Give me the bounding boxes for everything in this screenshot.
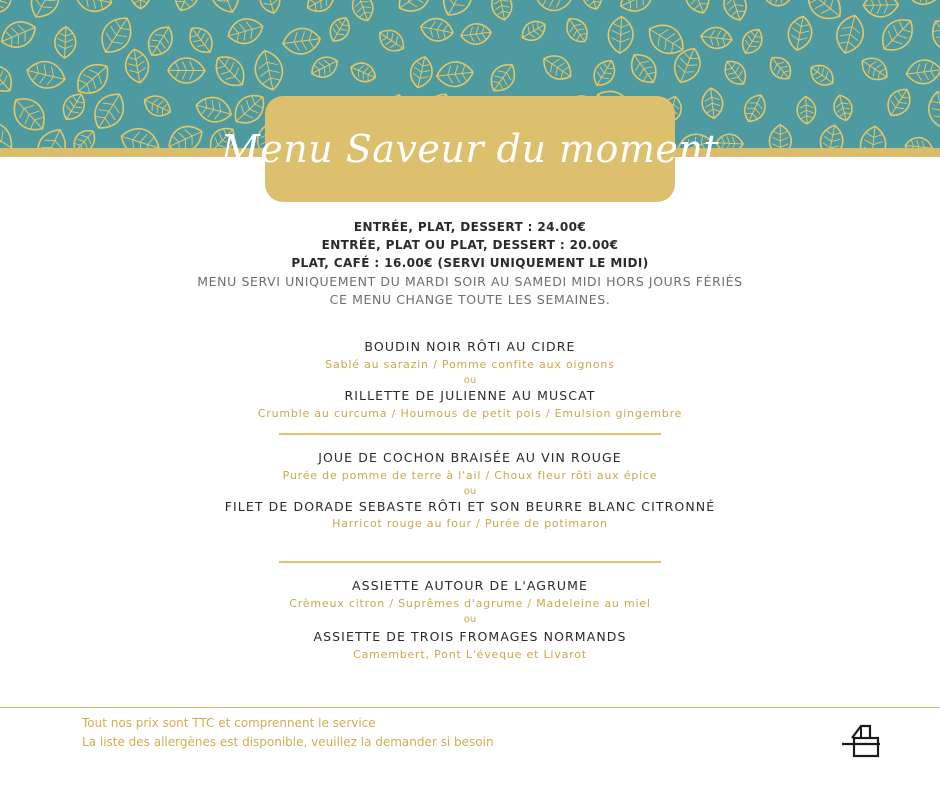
or-label: ou (463, 486, 477, 497)
or-label: ou (463, 614, 477, 625)
note-line: MENU SERVI UNIQUEMENT DU MARDI SOIR AU SAMEDI MIDI HORS JOURS FÉRIÉS (197, 274, 743, 289)
price-list (0, 218, 940, 272)
dish-description: Sablé au sarazin / Pomme confite aux oignons (325, 358, 615, 371)
price-line: PLAT, CAFÉ : 16.00€ (SERVI UNIQUEMENT LE MIDI) (291, 256, 649, 270)
dish-name: JOUE DE COCHON BRAISÉE AU VIN ROUGE (318, 450, 622, 465)
price-line: ENTRÉE, PLAT OU PLAT, DESSERT : 20.00€ (321, 238, 619, 252)
dish-name: ASSIETTE DE TROIS FROMAGES NORMANDS (313, 629, 627, 644)
footer-tax-note: Tout nos prix sont TTC et comprennent le service (82, 716, 376, 730)
dish-name: ASSIETTE AUTOUR DE L'AGRUME (351, 578, 589, 593)
dish-description: Crumble au curcuma / Houmous de petit pois / Emulsion gingembre (257, 407, 683, 420)
dish-description: Camembert, Pont L'éveque et Livarot (353, 648, 587, 661)
house-logo-icon (840, 722, 882, 764)
menu-notes (0, 273, 940, 309)
title-plaque (220, 96, 720, 202)
section-divider (279, 433, 661, 435)
page-title: Menu Saveur du moment (220, 127, 720, 171)
section-divider (279, 561, 661, 563)
dish-description: Crèmeux citron / Suprêmes d'agrume / Madeleine au miel (289, 597, 651, 610)
note-line: CE MENU CHANGE TOUTE LES SEMAINES. (329, 292, 611, 307)
dish-name: RILLETTE DE JULIENNE AU MUSCAT (344, 388, 596, 403)
price-line: ENTRÉE, PLAT, DESSERT : 24.00€ (353, 220, 587, 234)
footer-divider (0, 707, 940, 708)
dish-description: Purée de pomme de terre à l'ail / Choux fleur rôti aux épice (282, 469, 658, 482)
dish-description: Harricot rouge au four / Purée de potimaron (332, 517, 608, 530)
or-label: ou (463, 375, 477, 386)
dish-name: BOUDIN NOIR RÔTI AU CIDRE (364, 339, 576, 354)
footer-allergen-note: La liste des allergènes est disponible, veuillez la demander si besoin (82, 735, 494, 749)
dish-name: FILET DE DORADE SEBASTE RÔTI ET SON BEURRE BLANC CITRONNÉ (224, 499, 716, 514)
